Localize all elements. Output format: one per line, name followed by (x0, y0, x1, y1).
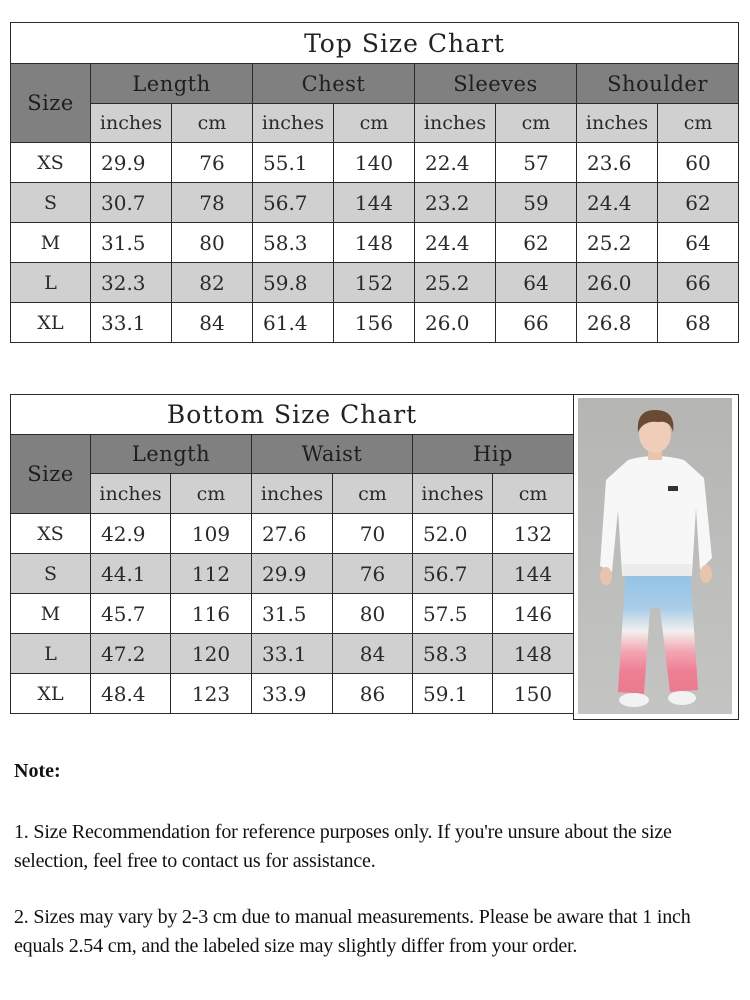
bottom-value-cell: 144 (493, 554, 574, 594)
top-unit: cm (172, 104, 253, 143)
bottom-row-l (11, 634, 574, 674)
top-value-cell: 64 (496, 263, 577, 303)
top-row-m (11, 223, 739, 263)
bottom-value-cell: 120 (171, 634, 252, 674)
top-value-cell: 68 (658, 303, 739, 343)
model-illustration-icon (578, 398, 732, 714)
top-row-l (11, 263, 739, 303)
bottom-value-cell: 27.6 (252, 514, 333, 554)
right-hand (700, 565, 712, 583)
top-value-cell: 60 (658, 143, 739, 183)
top-value-cell: 23.2 (415, 183, 496, 223)
bottom-group-length: Length (91, 435, 252, 474)
top-value-cell: 62 (658, 183, 739, 223)
bottom-group-hip: Hip (413, 435, 574, 474)
top-value-cell: 24.4 (415, 223, 496, 263)
bottom-size-cell: L (11, 634, 91, 674)
bottom-unit: cm (333, 474, 413, 514)
top-value-cell: 31.5 (91, 223, 172, 263)
bottom-value-cell: 44.1 (91, 554, 171, 594)
bottom-unit: inches (91, 474, 171, 514)
top-size-cell: XL (11, 303, 91, 343)
top-value-cell: 24.4 (577, 183, 658, 223)
top-value-cell: 66 (658, 263, 739, 303)
bottom-value-cell: 80 (333, 594, 413, 634)
top-unit: cm (496, 104, 577, 143)
top-unit: inches (415, 104, 496, 143)
top-value-cell: 62 (496, 223, 577, 263)
left-hand (600, 567, 612, 585)
sweatshirt-hem (622, 564, 692, 576)
bottom-group-waist: Waist (252, 435, 413, 474)
top-unit: cm (658, 104, 739, 143)
bottom-value-cell: 146 (493, 594, 574, 634)
bottom-value-cell: 42.9 (91, 514, 171, 554)
bottom-value-cell: 45.7 (91, 594, 171, 634)
bottom-size-cell: M (11, 594, 91, 634)
top-value-cell: 23.6 (577, 143, 658, 183)
top-value-cell: 59 (496, 183, 577, 223)
top-value-cell: 26.0 (577, 263, 658, 303)
bottom-value-cell: 86 (333, 674, 413, 714)
bottom-size-cell: S (11, 554, 91, 594)
bottom-value-cell: 33.9 (252, 674, 333, 714)
bottom-value-cell: 48.4 (91, 674, 171, 714)
top-value-cell: 140 (334, 143, 415, 183)
bottom-chart-title: Bottom Size Chart (11, 395, 574, 435)
top-group-chest: Chest (253, 64, 415, 104)
top-size-cell: L (11, 263, 91, 303)
top-value-cell: 58.3 (253, 223, 334, 263)
bottom-size-cell: XL (11, 674, 91, 714)
bottom-value-cell: 116 (171, 594, 252, 634)
bottom-unit: cm (171, 474, 252, 514)
bottom-value-cell: 47.2 (91, 634, 171, 674)
top-row-xs (11, 143, 739, 183)
bottom-value-cell: 59.1 (413, 674, 493, 714)
top-group-shoulder: Shoulder (577, 64, 739, 104)
top-size-cell: XS (11, 143, 91, 183)
top-group-length: Length (91, 64, 253, 104)
top-value-cell: 152 (334, 263, 415, 303)
top-value-cell: 61.4 (253, 303, 334, 343)
top-value-cell: 66 (496, 303, 577, 343)
top-value-cell: 26.0 (415, 303, 496, 343)
bottom-value-cell: 52.0 (413, 514, 493, 554)
bottom-value-cell: 31.5 (252, 594, 333, 634)
top-size-cell: M (11, 223, 91, 263)
top-size-chart (10, 22, 739, 343)
top-value-cell: 64 (658, 223, 739, 263)
bottom-size-chart (10, 394, 574, 714)
bottom-value-cell: 58.3 (413, 634, 493, 674)
bottom-size-header: Size (11, 435, 91, 514)
top-value-cell: 29.9 (91, 143, 172, 183)
top-unit: inches (577, 104, 658, 143)
top-value-cell: 84 (172, 303, 253, 343)
top-unit: cm (334, 104, 415, 143)
notes-title: Note: (14, 760, 61, 782)
bottom-unit: inches (252, 474, 333, 514)
bottom-value-cell: 70 (333, 514, 413, 554)
bottom-row-s (11, 554, 574, 594)
right-shoe (668, 691, 696, 705)
bottom-value-cell: 76 (333, 554, 413, 594)
bottom-value-cell: 123 (171, 674, 252, 714)
top-value-cell: 80 (172, 223, 253, 263)
top-chart-title: Top Size Chart (11, 23, 739, 64)
top-value-cell: 78 (172, 183, 253, 223)
bottom-value-cell: 109 (171, 514, 252, 554)
bottom-row-xs (11, 514, 574, 554)
top-row-xl (11, 303, 739, 343)
bottom-unit: cm (493, 474, 574, 514)
bottom-value-cell: 150 (493, 674, 574, 714)
shirt-logo (668, 486, 678, 491)
top-unit: inches (91, 104, 172, 143)
top-value-cell: 59.8 (253, 263, 334, 303)
top-value-cell: 25.2 (415, 263, 496, 303)
bottom-value-cell: 112 (171, 554, 252, 594)
top-value-cell: 33.1 (91, 303, 172, 343)
notes-section (14, 760, 744, 957)
model-photo (578, 398, 732, 714)
bottom-size-cell: XS (11, 514, 91, 554)
top-value-cell: 56.7 (253, 183, 334, 223)
top-value-cell: 148 (334, 223, 415, 263)
bottom-row-m (11, 594, 574, 634)
top-value-cell: 76 (172, 143, 253, 183)
top-row-s (11, 183, 739, 223)
bottom-value-cell: 33.1 (252, 634, 333, 674)
note-item-1: 1. Size Recommendation for reference purposes only. If you're unsure about the size selection, feel free to contact us for assistance. (14, 821, 672, 872)
bottom-value-cell: 148 (493, 634, 574, 674)
top-value-cell: 156 (334, 303, 415, 343)
top-value-cell: 26.8 (577, 303, 658, 343)
bottom-unit: inches (413, 474, 493, 514)
top-value-cell: 82 (172, 263, 253, 303)
bottom-value-cell: 132 (493, 514, 574, 554)
top-value-cell: 144 (334, 183, 415, 223)
bottom-value-cell: 57.5 (413, 594, 493, 634)
top-value-cell: 32.3 (91, 263, 172, 303)
top-unit: inches (253, 104, 334, 143)
bottom-row-xl (11, 674, 574, 714)
top-size-header: Size (11, 64, 91, 143)
model-photo-frame (573, 394, 739, 720)
top-value-cell: 30.7 (91, 183, 172, 223)
left-shoe (619, 693, 649, 707)
bottom-value-cell: 29.9 (252, 554, 333, 594)
top-value-cell: 22.4 (415, 143, 496, 183)
bottom-value-cell: 56.7 (413, 554, 493, 594)
top-value-cell: 57 (496, 143, 577, 183)
top-value-cell: 25.2 (577, 223, 658, 263)
top-value-cell: 55.1 (253, 143, 334, 183)
top-group-sleeves: Sleeves (415, 64, 577, 104)
bottom-value-cell: 84 (333, 634, 413, 674)
note-item-2: 2. Sizes may vary by 2-3 cm due to manual measurements. Please be aware that 1 inch equals 2.54 cm, and the labeled size may slightly differ from your order. (14, 906, 691, 957)
top-size-cell: S (11, 183, 91, 223)
